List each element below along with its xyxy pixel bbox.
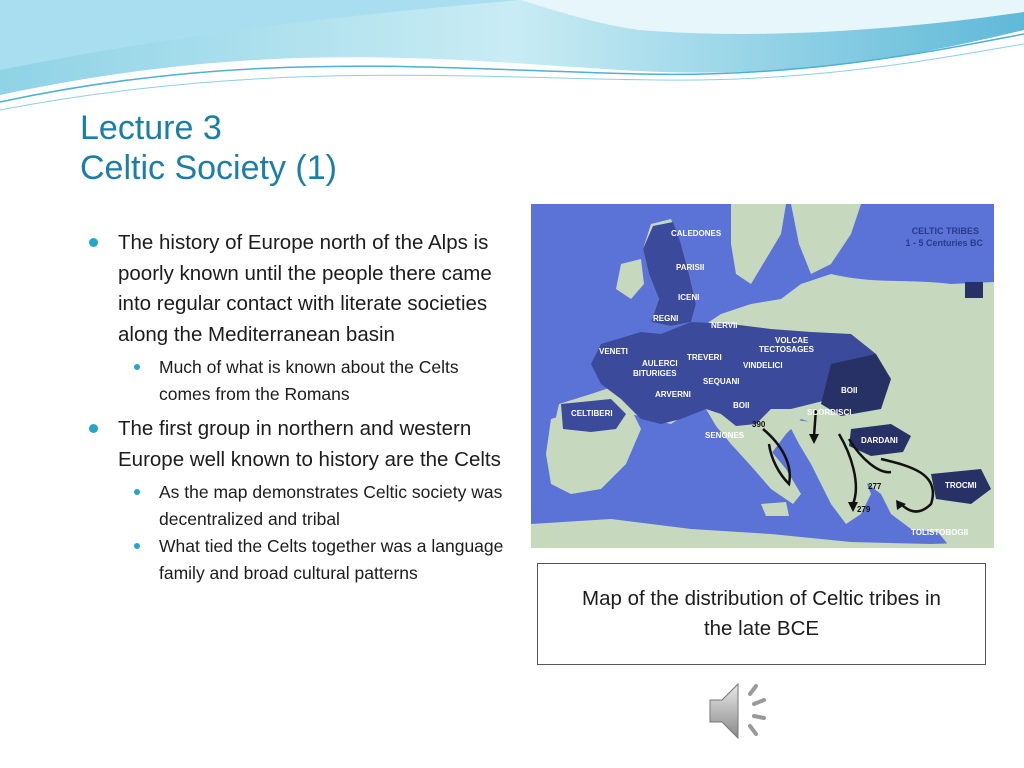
bullet-text: The first group in northern and western Europe well known to history are the Celts xyxy=(118,417,501,471)
sub-bullet-list xyxy=(118,479,508,587)
label-volcae: VOLCAE xyxy=(775,336,809,345)
bullet-item xyxy=(88,414,508,587)
label-aulerci: AULERCI xyxy=(642,359,678,368)
label-regni: REGNI xyxy=(653,314,679,323)
legend-subtitle: 1 - 5 Centuries BC xyxy=(905,238,983,248)
label-tolistobogii: TOLISTOBOGII xyxy=(911,528,969,537)
sub-bullet-item: Much of what is known about the Celts comes from the Romans xyxy=(118,354,508,408)
title-line-1: Lecture 3 xyxy=(80,109,222,147)
label-bituriges: BITURIGES xyxy=(633,369,677,378)
label-iceni: ICENI xyxy=(678,293,700,302)
map-caption-text: Map of the distribution of Celtic tribes in the late BCE xyxy=(582,587,941,640)
label-year-279: 279 xyxy=(857,505,871,514)
slide-title xyxy=(80,108,337,188)
label-celtiberi: CELTIBERI xyxy=(571,409,613,418)
speaker-icon[interactable] xyxy=(706,676,778,746)
label-senones: SENONES xyxy=(705,431,745,440)
label-veneti: VENETI xyxy=(599,347,628,356)
legend-title: CELTIC TRIBES xyxy=(911,226,979,236)
label-arverni: ARVERNI xyxy=(655,390,691,399)
title-line-2: Celtic Society (1) xyxy=(80,149,337,187)
label-parisii: PARISII xyxy=(676,263,705,272)
label-year-277: 277 xyxy=(868,482,882,491)
label-scordisci: SCORDISCI xyxy=(807,408,852,417)
bullet-text: The history of Europe north of the Alps is poorly known until the people there came into regular contact with literate societies along the Mediterranean basin xyxy=(118,231,492,346)
label-trocmi: TROCMI xyxy=(945,481,977,490)
legend-swatch-dark xyxy=(965,282,983,298)
sub-bullet-item: What tied the Celts together was a language family and broad cultural patterns xyxy=(118,533,508,587)
header-wave-decoration xyxy=(0,0,1024,118)
label-treveri: TREVERI xyxy=(687,353,722,362)
celtic-tribes-map xyxy=(531,204,994,548)
label-vindelici: VINDELICI xyxy=(743,361,783,370)
map-caption xyxy=(537,563,986,665)
bullet-item xyxy=(88,228,508,408)
label-boii-italy: BOII xyxy=(733,401,750,410)
label-dardani: DARDANI xyxy=(861,436,898,445)
legend-swatch-light xyxy=(965,262,983,278)
label-tectosages: TECTOSAGES xyxy=(759,345,814,354)
label-sequani: SEQUANI xyxy=(703,377,740,386)
label-nervii: NERVII xyxy=(711,321,738,330)
label-year-390: 390 xyxy=(752,420,766,429)
sub-bullet-list xyxy=(118,354,508,408)
label-boii-east: BOII xyxy=(841,386,858,395)
sub-bullet-item: As the map demonstrates Celtic society was decentralized and tribal xyxy=(118,479,508,533)
bullet-list xyxy=(88,228,508,593)
label-caledones: CALEDONES xyxy=(671,229,722,238)
